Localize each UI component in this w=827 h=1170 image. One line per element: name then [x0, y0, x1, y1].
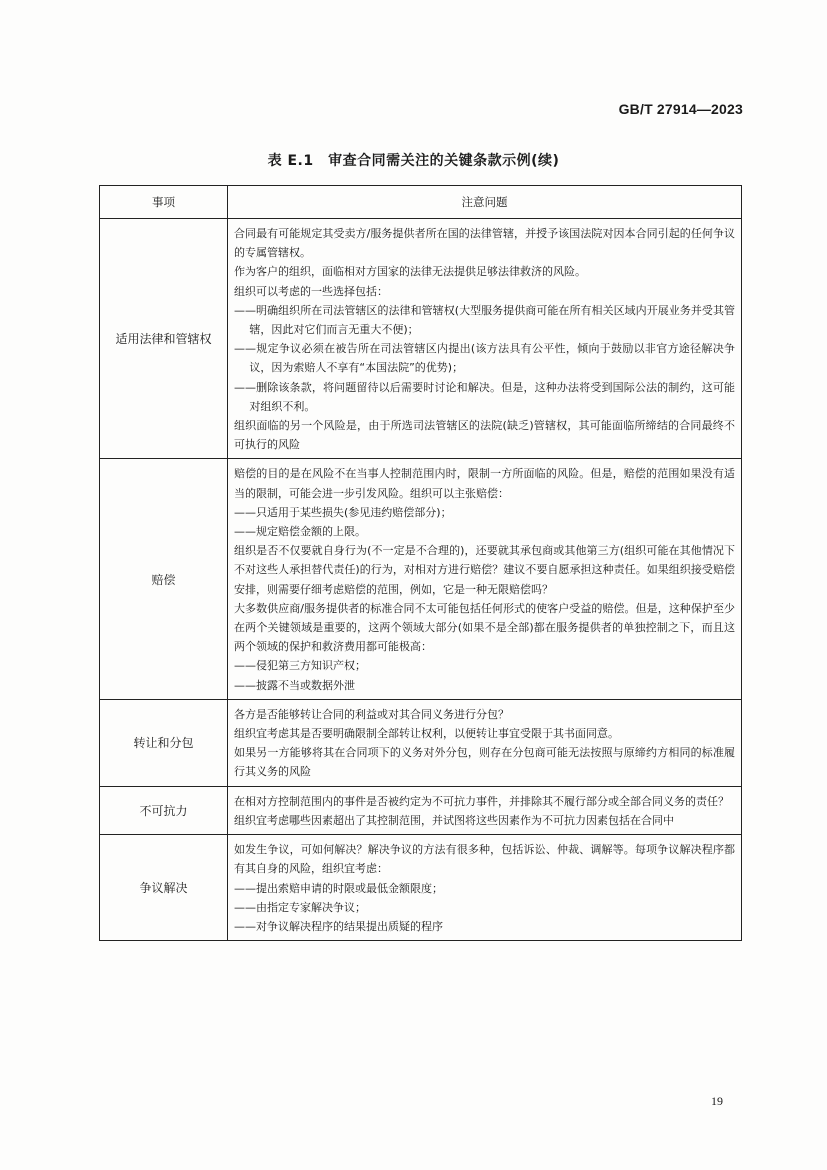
table-row — [100, 835, 742, 941]
note-paragraph: 组织面临的另一个风险是，由于所选司法管辖区的法院(缺乏)管辖权，其可能面临所缔结的合同最终不可执行的风险 — [234, 419, 735, 452]
row-item-label: 争议解决 — [100, 835, 228, 941]
note-list-item: ——规定争议必须在被告所在司法管辖区内提出(该方法具有公平性，倾向于鼓励以非官方途径解决争议，因为索赔人不享有“本国法院”的优势)； — [234, 342, 735, 375]
note-paragraph: 在相对方控制范围内的事件是否被约定为不可抗力事件，并排除其不履行部分或全部合同义务的责任？ — [234, 794, 729, 808]
row-notes — [228, 835, 742, 941]
note-list-item: ——侵犯第三方知识产权； — [234, 659, 366, 673]
table-row — [100, 699, 742, 786]
column-header-notes: 注意问题 — [228, 186, 742, 219]
note-paragraph: 组织宜考虑其是否要明确限制全部转让权利，以便转让事宜受限于其书面同意。 — [234, 727, 619, 741]
column-header-item: 事项 — [100, 186, 228, 219]
row-notes — [228, 219, 742, 459]
note-list-item: ——明确组织所在司法管辖区的法律和管辖权(大型服务提供商可能在所有相关区域内开展业务并受其管辖，因此对它们而言无重大不便)； — [234, 303, 735, 337]
row-notes — [228, 786, 742, 834]
row-item-label: 转让和分包 — [100, 699, 228, 786]
note-paragraph: 合同最有可能规定其受卖方/服务提供者所在国的法律管辖，并授予该国法院对因本合同引起的任何争议的专属管辖权。 — [234, 227, 735, 260]
note-list-item: ——由指定专家解决争议； — [234, 900, 366, 914]
row-item-label: 不可抗力 — [100, 786, 228, 834]
note-list-item: ——删除该条款，将问题留待以后需要时讨论和解决。但是，这种办法将受到国际公法的制约，这可能对组织不利。 — [234, 380, 735, 413]
note-paragraph: 如果另一方能够将其在合同项下的义务对外分包，则存在分包商可能无法按照与原缔约方相同的标准履行其义务的风险 — [234, 746, 735, 779]
note-paragraph: 各方是否能够转让合同的利益或对其合同义务进行分包？ — [234, 707, 509, 721]
note-paragraph: 作为客户的组织，面临相对方国家的法律无法提供足够法律救济的风险。 — [234, 265, 586, 279]
table-row — [100, 459, 742, 699]
note-list-item: ——只适用于某些损失(参见违约赔偿部分)； — [234, 505, 452, 519]
note-paragraph: 赔偿的目的是在风险不在当事人控制范围内时，限制一方所面临的风险。但是，赔偿的范围如果没有适当的限制，可能会进一步引发风险。组织可以主张赔偿： — [234, 467, 735, 500]
note-paragraph: 组织是否不仅要就自身行为(不一定是不合理的)，还要就其承包商或其他第三方(组织可能在其他情况下不对这些人承担替代责任)的行为，对相对方进行赔偿？建议不要自愿承担这种责任。如果组织接受赔偿安排，则需要仔细考虑赔偿的范围，例如，它是一种无限赔偿吗？ — [234, 544, 735, 596]
note-list-item: ——披露不当或数据外泄 — [234, 678, 355, 692]
row-item-label: 适用法律和管辖权 — [100, 219, 228, 459]
standard-code: GB/T 27914—2023 — [618, 101, 743, 117]
page-number: 19 — [711, 1094, 723, 1108]
table-title: 表 E.1 审查合同需关注的关键条款示例(续) — [267, 153, 560, 169]
row-notes — [228, 699, 742, 786]
table-header-row — [100, 186, 742, 219]
row-notes — [228, 459, 742, 699]
note-paragraph: 如发生争议，可如何解决？解决争议的方法有很多种，包括诉讼、仲裁、调解等。每项争议解决程序都有其自身的风险，组织宜考虑： — [234, 843, 735, 876]
note-paragraph: 组织可以考虑的一些选择包括： — [234, 284, 388, 298]
table-row — [100, 786, 742, 834]
row-item-label: 赔偿 — [100, 459, 228, 699]
note-paragraph: 大多数供应商/服务提供者的标准合同不太可能包括任何形式的使客户受益的赔偿。但是，这种保护至少在两个关键领域是重要的，这两个领域大部分(如果不是全部)都在服务提供者的单独控制之下，而且这两个领域的保护和救济费用都可能极高： — [234, 601, 735, 654]
key-clauses-table — [99, 185, 742, 941]
table-row — [100, 219, 742, 459]
note-list-item: ——规定赔偿金额的上限。 — [234, 525, 366, 539]
note-list-item: ——对争议解决程序的结果提出质疑的程序 — [234, 919, 443, 933]
note-paragraph: 组织宜考虑哪些因素超出了其控制范围，并试图将这些因素作为不可抗力因素包括在合同中 — [234, 813, 674, 827]
note-list-item: ——提出索赔申请的时限或最低金额限度； — [234, 881, 443, 895]
